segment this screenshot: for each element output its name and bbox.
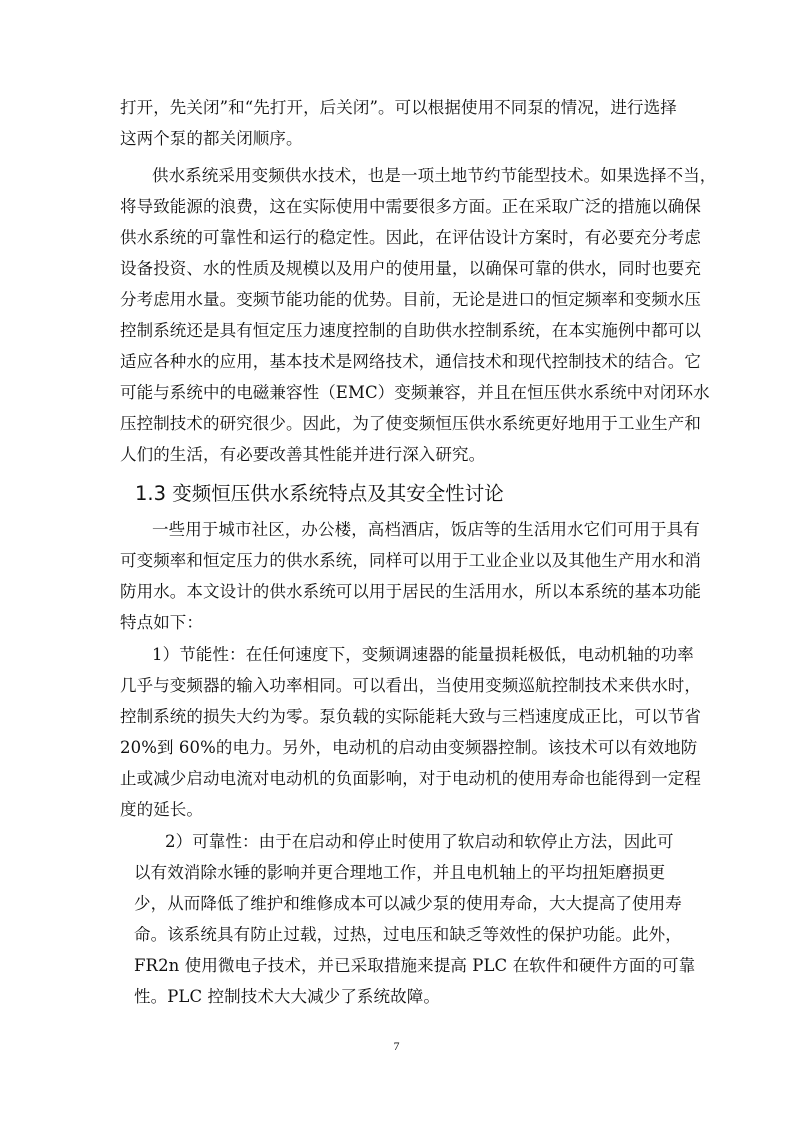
text-line: 供水系统采用变频供水技术，也是一项土地节约节能型技术。如果选择不当， <box>152 166 717 185</box>
text-line: 将导致能源的浪费，这在实际使用中需要很多方面。正在采取广泛的措施以确保 <box>120 197 701 216</box>
list-item-line: 命。该系统具有防止过载，过热，过电压和缺乏等效性的保护功能。此外， <box>134 925 682 944</box>
list-item-line: 控制系统的损失大约为零。泵负载的实际能耗大致与三档速度成正比，可以节省 <box>120 707 701 726</box>
list-item-line: 性。PLC 控制技术大大减少了系统故障。 <box>134 987 440 1006</box>
text-line: 供水系统的可靠性和运行的稳定性。因此，在评估设计方案时，有必要充分考虑 <box>120 228 701 247</box>
text-line: 设备投资、水的性质及规模以及用户的使用量，以确保可靠的供水，同时也要充 <box>120 259 701 278</box>
list-item-line: 20%到 60%的电力。另外，电动机的启动由变频器控制。该技术可以有效地防 <box>120 738 698 757</box>
text-line: 分考虑用水量。变频节能功能的优势。目前，无论是进口的恒定频率和变频水压 <box>120 290 701 309</box>
text-line: 控制系统还是具有恒定压力速度控制的自助供水控制系统，在本实施例中都可以 <box>120 321 701 340</box>
section-heading: 1.3 变频恒压供水系统特点及其安全性讨论 <box>135 482 504 505</box>
list-item-line: 少，从而降低了维护和维修成本可以减少泵的使用寿命，大大提高了使用寿 <box>134 894 682 913</box>
list-item-line: 度的延长。 <box>120 800 203 819</box>
text-line: 适应各种水的应用，基本技术是网络技术，通信技术和现代控制技术的结合。它 <box>120 352 701 371</box>
text-line: 可能与系统中的电磁兼容性（EMC）变频兼容，并且在恒压供水系统中对闭环水 <box>120 383 710 402</box>
text-line: 这两个泵的都关闭顺序。 <box>120 129 303 148</box>
text-line: 特点如下： <box>120 613 203 632</box>
list-item-line: 2）可靠性：由于在启动和停止时使用了软启动和软停止方法，因此可 <box>165 832 674 851</box>
text-line: 防用水。本文设计的供水系统可以用于居民的生活用水，所以本系统的基本功能 <box>120 582 701 601</box>
text-line: 压控制技术的研究很少。因此，为了使变频恒压供水系统更好地用于工业生产和 <box>120 414 701 433</box>
list-item-line: FR2n 使用微电子技术，并已采取措施来提高 PLC 在软件和硬件方面的可靠 <box>134 956 696 975</box>
text-line: 打开，先关闭”和“先打开，后关闭”。可以根据使用不同泵的情况，进行选择 <box>120 98 677 117</box>
list-item-line: 止或减少启动电流对电动机的负面影响，对于电动机的使用寿命也能得到一定程 <box>120 769 701 788</box>
text-line: 可变频率和恒定压力的供水系统，同样可以用于工业企业以及其他生产用水和消 <box>120 551 701 570</box>
list-item-line: 几乎与变频器的输入功率相同。可以看出，当使用变频巡航控制技术来供水时， <box>120 676 701 695</box>
list-item-line: 以有效消除水锤的影响并更合理地工作，并且电机轴上的平均扭矩磨损更 <box>134 863 666 882</box>
page-number: 7 <box>393 1039 400 1053</box>
text-line: 一些用于城市社区，办公楼，高档酒店，饭店等的生活用水它们可用于具有 <box>152 520 700 539</box>
list-item-line: 1）节能性：在任何速度下，变频调速器的能量损耗极低，电动机轴的功率 <box>152 645 694 664</box>
text-line: 人们的生活，有必要改善其性能并进行深入研究。 <box>120 445 486 464</box>
